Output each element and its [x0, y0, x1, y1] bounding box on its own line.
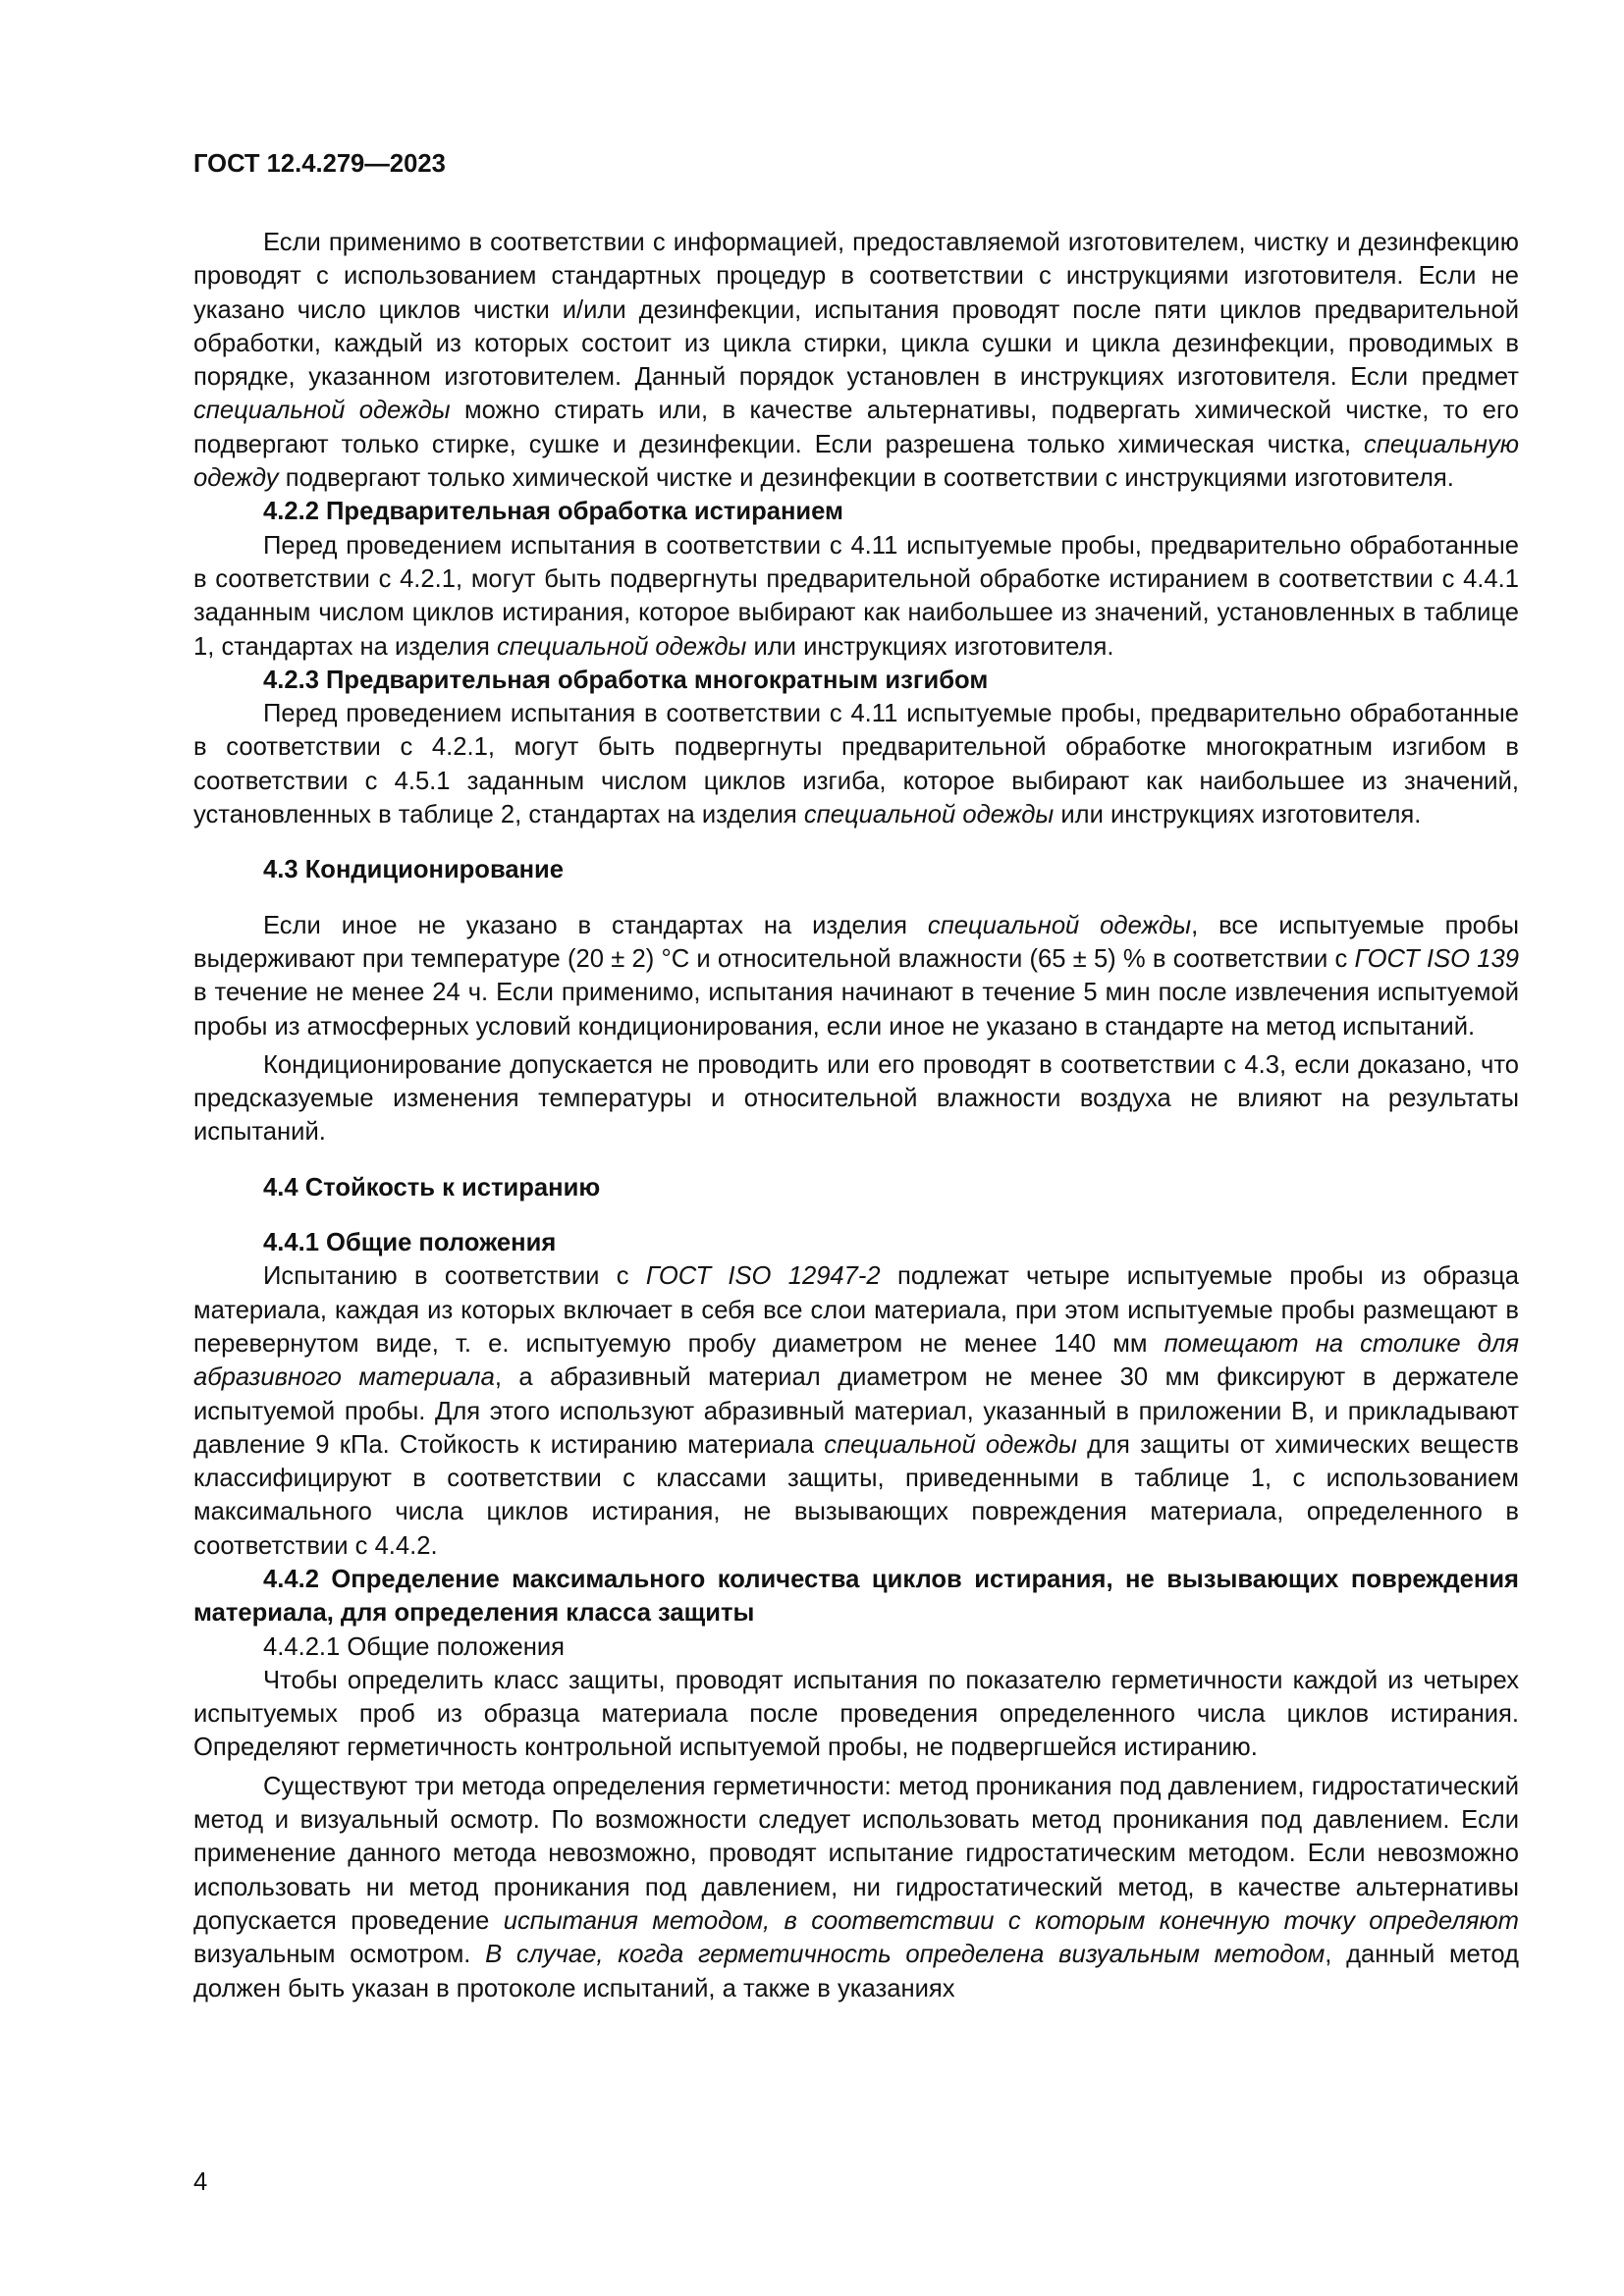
- document-body: [193, 226, 1519, 2005]
- paragraph-conditioning-exemption: Кондиционирование допускается не проводить или его проводят в соответствии с 4.3, если доказано, что предсказуемые изменения температуры и относительной влажности воздуха не влияют на результаты испытаний.: [193, 1050, 1519, 1147]
- paragraph-abrasion-general: Испытанию в соответствии с ГОСТ ISO 12947-2 подлежат четыре испытуемые пробы из образца материала, каждая из которых включает в себя все слои материала, при этом испытуемые пробы размещают в перевернутом виде, т. е. испытуемую пробу диаметром не менее 140 мм помещают на столике для абразивного материала, а абразивный материал диаметром не менее 30 мм фиксируют в держателе испытуемой пробы. Для этого используют абразивный материал, указанный в приложении В, и прикладывают давление 9 кПа. Стойкость к истиранию материала специальной одежды для защиты от химических веществ классифицируют в соответствии с классами защиты, приведенными в таблице 1, с использованием максимального числа циклов истирания, не вызывающих повреждения материала, определенного в соответствии с 4.4.2.: [193, 1262, 1520, 1560]
- page-number: 4: [193, 2168, 208, 2196]
- document-code: ГОСТ 12.4.279—2023: [193, 150, 446, 178]
- paragraph-protection-class: Чтобы определить класс защиты, проводят испытания по показателю герметичности каждой из четырех испытуемых проб из образца материала после проведения определенного числа циклов истирания. Определяют герметичность контрольной испытуемой пробы, не подвергшейся истиранию.: [193, 1666, 1519, 1762]
- paragraph-cleaning: Если применимо в соответствии с информацией, предоставляемой изготовителем, чистку и дезинфекцию проводят с использованием стандартных процедур в соответствии с инструкциями изготовителя. Если не указано число циклов чистки и/или дезинфекции, испытания проводят после пяти циклов предварительной обработки, каждый из которых состоит из цикла стирки, цикла сушки и цикла дезинфекции, проводимых в порядке, указанном изготовителем. Данный порядок установлен в инструкциях изготовителя. Если предмет специальной одежды можно стирать или, в качестве альтернативы, подвергать химической чистке, то его подвергают только стирке, сушке и дезинфекции. Если разрешена только химическая чистка, специальную одежду подвергают только химической чистке и дезинфекции в соответствии с инструкциями изготовителя.: [193, 229, 1520, 493]
- paragraph-flex-pretreatment: Перед проведением испытания в соответствии с 4.11 испытуемые пробы, предварительно обработанные в соответствии с 4.2.1, могут быть подвергнуты предварительной обработке многократным изгибом в соответствии с 4.5.1 заданным числом циклов изгиба, которое выбирают как наибольшее из значений, установленных в таблице 2, стандартах на изделия специальной одежды или инструкциях изготовителя.: [193, 700, 1519, 829]
- heading-4-4-2: 4.4.2 Определение максимального количества циклов истирания, не вызывающих повреждения материала, для определения класса защиты: [193, 1565, 1519, 1628]
- paragraph-tightness-methods: Существуют три метода определения герметичности: метод проникания под давлением, гидростатический метод и визуальный осмотр. По возможности следует использовать метод проникания под давлением. Если применение данного метода невозможно, проводят испытание гидростатическим методом. Если невозможно использовать ни метод проникания под давлением, ни гидростатический метод, в качестве альтернативы допускается проведение испытания методом, в соответствии с которым конечную точку определяют визуальным осмотром. В случае, когда герметичность определена визуальным методом, данный метод должен быть указан в протоколе испытаний, а также в указаниях: [193, 1772, 1519, 2002]
- heading-4-4: 4.4 Стойкость к истиранию: [263, 1173, 601, 1201]
- heading-4-3: 4.3 Кондиционирование: [263, 856, 565, 884]
- heading-4-4-1: 4.4.1 Общие положения: [263, 1229, 557, 1257]
- heading-4-2-3: 4.2.3 Предварительная обработка многократным изгибом: [263, 666, 989, 694]
- paragraph-abrasion-pretreatment: Перед проведением испытания в соответствии с 4.11 испытуемые пробы, предварительно обработанные в соответствии с 4.2.1, могут быть подвергнуты предварительной обработке истиранием в соответствии с 4.4.1 заданным числом циклов истирания, которое выбирают как наибольшее из значений, установленных в таблице 1, стандартах на изделия специальной одежды или инструкциях изготовителя.: [193, 531, 1519, 661]
- heading-4-2-2: 4.2.2 Предварительная обработка истиранием: [263, 498, 843, 526]
- subheading-4-4-2-1: 4.4.2.1 Общие положения: [263, 1632, 565, 1661]
- paragraph-conditioning: Если иное не указано в стандартах на изделия специальной одежды, все испытуемые пробы выдерживают при температуре (20 ± 2) °C и относительной влажности (65 ± 5) % в соответствии с ГОСТ ISO 139 в течение не менее 24 ч. Если применимо, испытания начинают в течение 5 мин после извлечения испытуемой пробы из атмосферных условий кондиционирования, если иное не указано в стандарте на метод испытаний.: [193, 911, 1519, 1041]
